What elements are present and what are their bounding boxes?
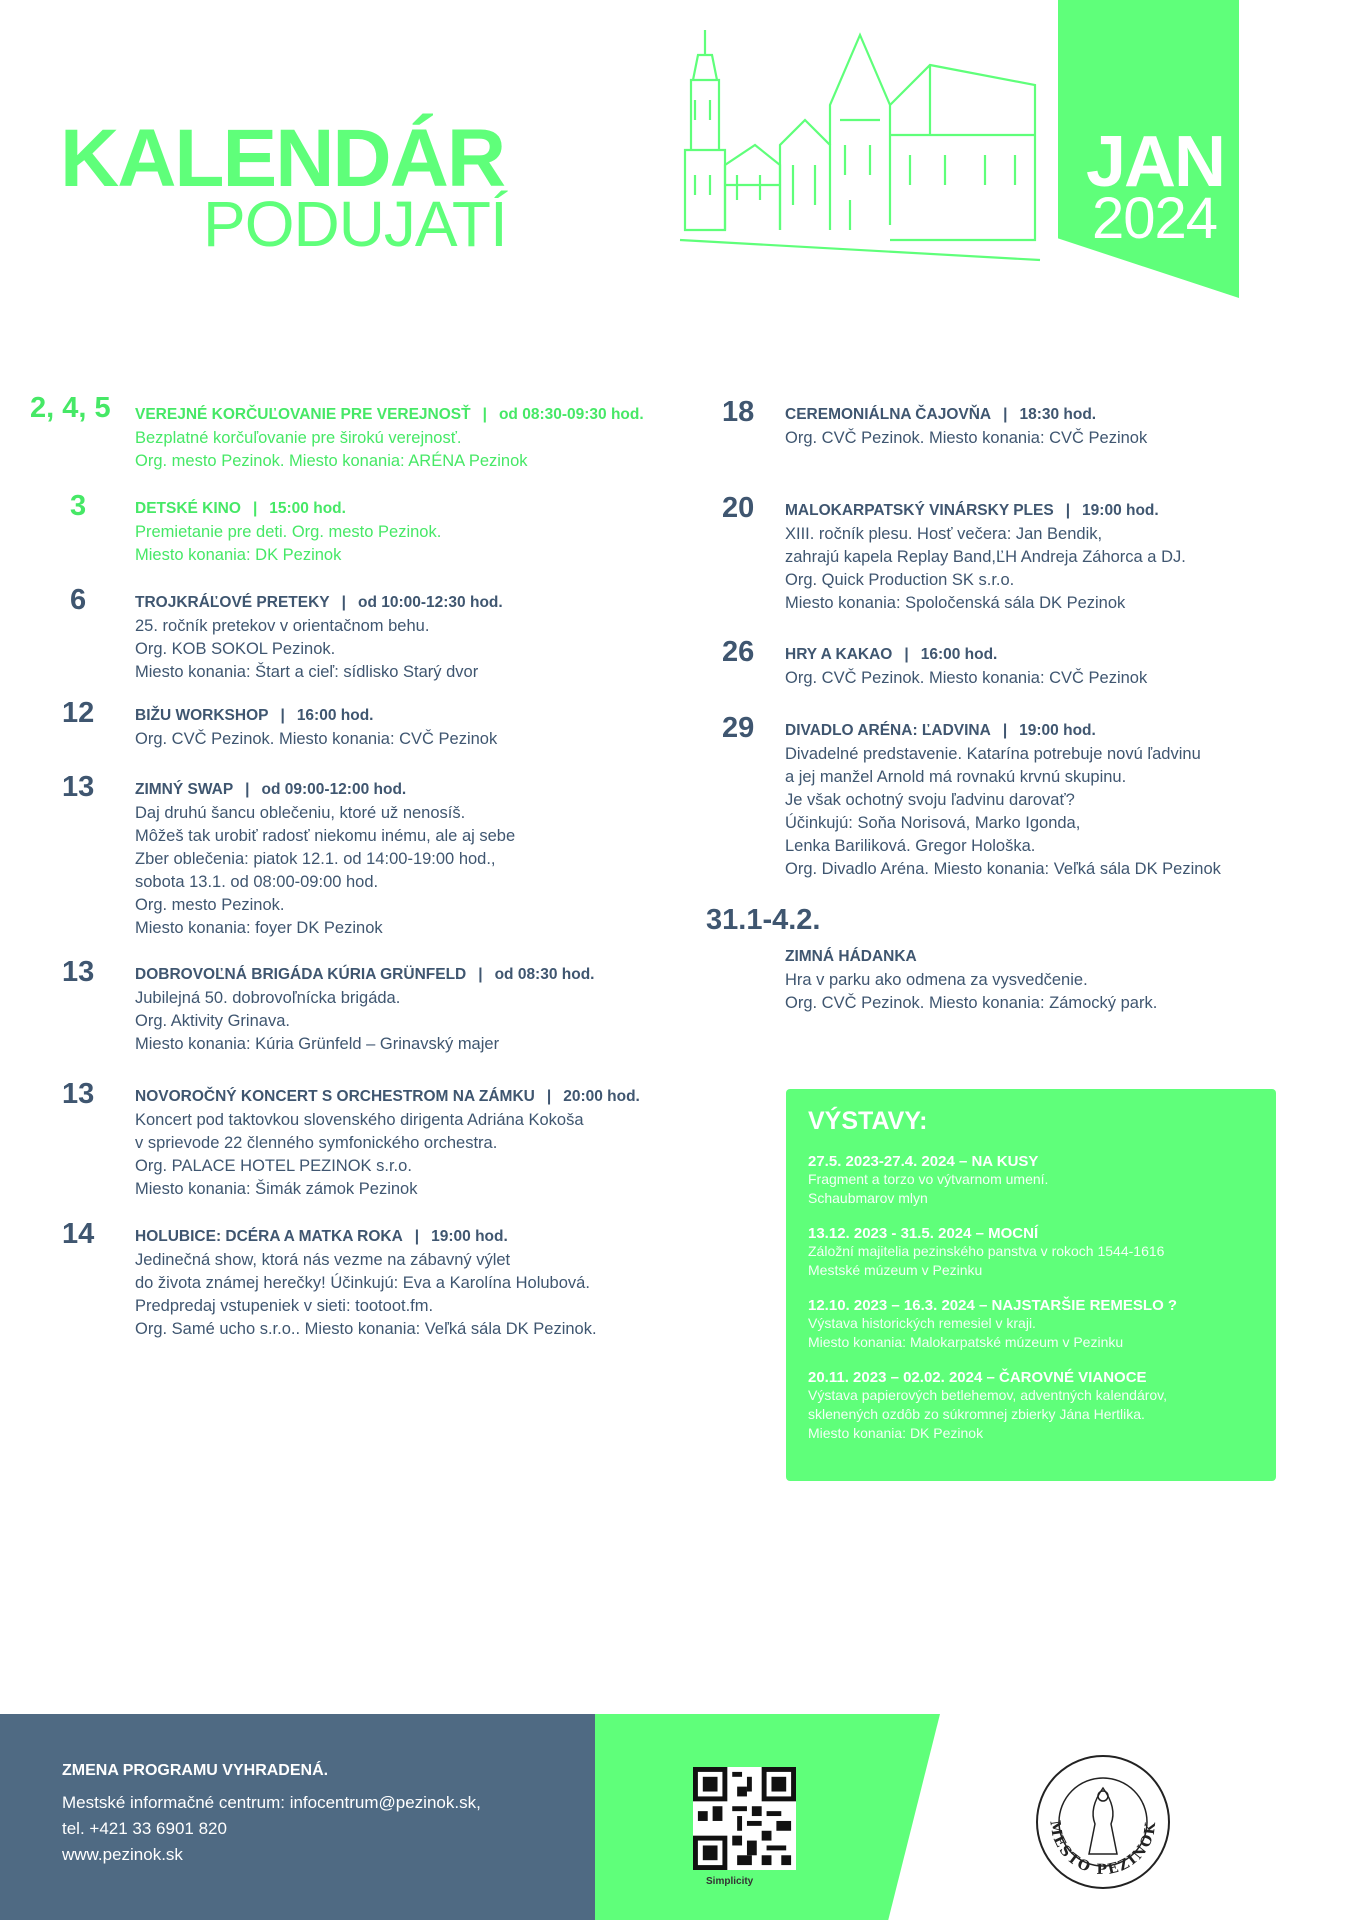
event-line: Je však ochotný svoju ľadvinu darovať? bbox=[785, 791, 1075, 809]
event-line: Org. CVČ Pezinok. Miesto konania: CVČ Pezinok bbox=[135, 730, 498, 748]
event-time: 19:00 hod. bbox=[1019, 722, 1096, 739]
event-line: sobota 13.1. od 08:00-09:00 hod. bbox=[135, 873, 379, 891]
event-line: Predpredaj vstupeniek v sieti: tootoot.fm. bbox=[135, 1297, 434, 1315]
event-line: Daj druhú šancu oblečeniu, ktoré už nenosíš. bbox=[135, 804, 466, 822]
seal-text: MESTO PEZINOK bbox=[1046, 1819, 1160, 1879]
exhibition-item bbox=[808, 1369, 1167, 1443]
event-line: Miesto konania: Spoločenská sála DK Pezinok bbox=[785, 594, 1126, 612]
qr-brand-label: Simplicity bbox=[706, 1876, 754, 1887]
exhibitions-title: VÝSTAVY: bbox=[808, 1107, 928, 1135]
event-title: ZIMNÁ HÁDANKA bbox=[785, 948, 917, 965]
event-time: od 10:00-12:30 hod. bbox=[357, 594, 503, 611]
event-line: Hra v parku ako odmena za vysvedčenie. bbox=[785, 971, 1088, 989]
event-title: DOBROVOĽNÁ BRIGÁDA KÚRIA GRÜNFELD bbox=[135, 966, 467, 983]
castle-illustration bbox=[665, 25, 1050, 265]
event-line: Zber oblečenia: piatok 12.1. od 14:00-19:00 hod., bbox=[135, 850, 496, 868]
event-day: 12 bbox=[62, 697, 95, 729]
exhibition-line: Záložní majitelia pezinského panstva v rokoch 1544-1616 bbox=[808, 1243, 1165, 1259]
event-title: MALOKARPATSKÝ VINÁRSKY PLES bbox=[785, 502, 1054, 519]
event-title: VEREJNÉ KORČUĽOVANIE PRE VEREJNOSŤ bbox=[135, 406, 471, 423]
event-day: 6 bbox=[70, 584, 87, 616]
event-line: 25. ročník pretekov v orientačnom behu. bbox=[135, 617, 430, 635]
event-title: DIVADLO ARÉNA: ĽADVINA bbox=[785, 722, 991, 739]
footer-info[interactable]: Mestské informačné centrum: infocentrum@pezinok.sk, bbox=[62, 1793, 481, 1812]
event-day: 13 bbox=[62, 771, 95, 803]
event-line: Org. CVČ Pezinok. Miesto konania: CVČ Pezinok bbox=[785, 669, 1148, 687]
event-line: zahrajú kapela Replay Band,ĽH Andreja Záhorca a DJ. bbox=[785, 548, 1186, 566]
event-time: 20:00 hod. bbox=[563, 1088, 640, 1105]
event-day: 3 bbox=[70, 490, 87, 522]
title-kalendar: KALENDÁR bbox=[60, 113, 505, 204]
exhibition-item bbox=[808, 1297, 1177, 1352]
exhibition-item bbox=[808, 1153, 1048, 1208]
exhibition-head: 20.11. 2023 – 02.02. 2024 – ČAROVNÉ VIANOCE bbox=[808, 1369, 1147, 1386]
footer-phone[interactable]: tel. +421 33 6901 820 bbox=[62, 1819, 227, 1838]
event-line: Účinkujú: Soňa Norisová, Marko Igonda, bbox=[785, 814, 1081, 832]
event-line: Org. CVČ Pezinok. Miesto konania: CVČ Pezinok bbox=[785, 429, 1148, 447]
footer-notice: ZMENA PROGRAMU VYHRADENÁ. bbox=[62, 1762, 329, 1779]
event-line: Bezplatné korčuľovanie pre širokú verejnosť. bbox=[135, 429, 462, 447]
event-title: DETSKÉ KINO bbox=[135, 500, 241, 517]
event-line: Jubilejná 50. dobrovoľnícka brigáda. bbox=[135, 989, 401, 1007]
event-time: 15:00 hod. bbox=[269, 500, 346, 517]
event-line: Org. mesto Pezinok. Miesto konania: ARÉNA Pezinok bbox=[135, 452, 528, 470]
event-line: Koncert pod taktovkou slovenského dirigenta Adriána Kokoša bbox=[135, 1111, 584, 1129]
exhibition-line: Mestské múzeum v Pezinku bbox=[808, 1262, 983, 1278]
event-line: Org. mesto Pezinok. bbox=[135, 896, 285, 914]
event-line: Org. Divadlo Aréna. Miesto konania: Veľká sála DK Pezinok bbox=[785, 860, 1221, 878]
event-day: 2, 4, 5 bbox=[30, 392, 111, 424]
exhibition-head: 13.12. 2023 - 31.5. 2024 – MOCNÍ bbox=[808, 1225, 1039, 1242]
footer-contact bbox=[62, 1762, 481, 1868]
event-line: Org. KOB SOKOL Pezinok. bbox=[135, 640, 336, 658]
event-line: v sprievode 22 členného symfonického orchestra. bbox=[135, 1134, 498, 1152]
event-line: Miesto konania: Štart a cieľ: sídlisko Starý dvor bbox=[135, 663, 479, 681]
event-line: Miesto konania: Šimák zámok Pezinok bbox=[135, 1180, 418, 1198]
event-title: BIŽU WORKSHOP bbox=[135, 707, 269, 724]
event-day: 26 bbox=[722, 636, 755, 668]
event-line: XIII. ročník plesu. Hosť večera: Jan Bendik, bbox=[785, 525, 1103, 543]
event-line: Org. PALACE HOTEL PEZINOK s.r.o. bbox=[135, 1157, 412, 1175]
event-time: 19:00 hod. bbox=[1082, 502, 1159, 519]
exhibition-line: sklenených ozdôb zo súkromnej zbierky Jána Hertlika. bbox=[808, 1406, 1145, 1422]
event-line: Lenka Bariliková. Gregor Hološka. bbox=[785, 837, 1036, 855]
exhibition-line: Výstava historických remesiel v kraji. bbox=[808, 1315, 1036, 1331]
event-time: 19:00 hod. bbox=[431, 1228, 508, 1245]
exhibitions-box bbox=[786, 1089, 1276, 1481]
event-time: od 08:30 hod. bbox=[494, 966, 595, 983]
event-day: 13 bbox=[62, 1078, 95, 1110]
event-time: 16:00 hod. bbox=[920, 646, 998, 663]
event-day: 13 bbox=[62, 956, 95, 988]
title-podujati: PODUJATÍ bbox=[203, 188, 507, 260]
event-line: Org. Aktivity Grinava. bbox=[135, 1012, 290, 1030]
exhibition-head: 27.5. 2023-27.4. 2024 – NA KUSY bbox=[808, 1153, 1039, 1170]
event-day: 18 bbox=[722, 396, 755, 428]
event-line: a jej manžel Arnold má rovnakú krvnú skupinu. bbox=[785, 768, 1127, 786]
event-day: 29 bbox=[722, 712, 755, 744]
event-line: Miesto konania: foyer DK Pezinok bbox=[135, 919, 383, 937]
event-time: 16:00 hod. bbox=[296, 707, 374, 724]
exhibition-head: 12.10. 2023 – 16.3. 2024 – NAJSTARŠIE REMESLO ? bbox=[808, 1297, 1178, 1314]
event-line: Miesto konania: DK Pezinok bbox=[135, 546, 342, 564]
event-day: 31.1-4.2. bbox=[706, 904, 821, 936]
event-day: 14 bbox=[62, 1218, 95, 1250]
exhibition-line: Výstava papierových betlehemov, adventných kalendárov, bbox=[808, 1387, 1168, 1403]
event-line: Premietanie pre deti. Org. mesto Pezinok. bbox=[135, 523, 442, 541]
event-line: Miesto konania: Kúria Grünfeld – Grinavský majer bbox=[135, 1035, 500, 1053]
footer-web[interactable]: www.pezinok.sk bbox=[62, 1845, 183, 1864]
event-line: do života známej herečky! Účinkujú: Eva a Karolína Holubová. bbox=[135, 1274, 590, 1292]
footer bbox=[0, 1714, 1357, 1920]
event-line: Jedinečná show, ktorá nás vezme na zábavný výlet bbox=[135, 1251, 511, 1269]
event-line: Org. Samé ucho s.r.o.. Miesto konania: Veľká sála DK Pezinok. bbox=[135, 1320, 597, 1338]
event-line: Org. Quick Production SK s.r.o. bbox=[785, 571, 1015, 589]
exhibition-item bbox=[808, 1225, 1164, 1280]
event-title: HRY A KAKAO bbox=[785, 646, 893, 663]
month-label: JAN bbox=[1086, 122, 1225, 202]
exhibition-line: Fragment a torzo vo výtvarnom umení. bbox=[808, 1171, 1049, 1187]
event-line: Org. CVČ Pezinok. Miesto konania: Zámocký park. bbox=[785, 994, 1158, 1012]
event-line: Divadelné predstavenie. Katarína potrebuje novú ľadvinu bbox=[785, 745, 1201, 763]
qr-code-icon[interactable] bbox=[693, 1767, 796, 1870]
exhibition-line: Schaubmarov mlyn bbox=[808, 1190, 928, 1206]
event-title: ZIMNÝ SWAP bbox=[135, 781, 234, 798]
year-label: 2024 bbox=[1092, 186, 1218, 251]
exhibition-line: Miesto konania: Malokarpatské múzeum v Pezinku bbox=[808, 1334, 1124, 1350]
city-seal-icon bbox=[1033, 1752, 1173, 1892]
event-title: CEREMONIÁLNA ČAJOVŇA bbox=[785, 406, 992, 423]
event-title: HOLUBICE: DCÉRA A MATKA ROKA bbox=[135, 1228, 403, 1245]
event-line: Môžeš tak urobiť radosť niekomu inému, ale aj sebe bbox=[135, 827, 516, 845]
event-title: TROJKRÁĽOVÉ PRETEKY bbox=[135, 594, 330, 611]
event-time: 18:30 hod. bbox=[1019, 406, 1097, 423]
exhibition-line: Miesto konania: DK Pezinok bbox=[808, 1425, 984, 1441]
event-day: 20 bbox=[722, 492, 755, 524]
event-time: od 08:30-09:30 hod. bbox=[498, 406, 644, 423]
event-time: od 09:00-12:00 hod. bbox=[261, 781, 407, 798]
event-title: NOVOROČNÝ KONCERT S ORCHESTROM NA ZÁMKU bbox=[135, 1088, 535, 1105]
